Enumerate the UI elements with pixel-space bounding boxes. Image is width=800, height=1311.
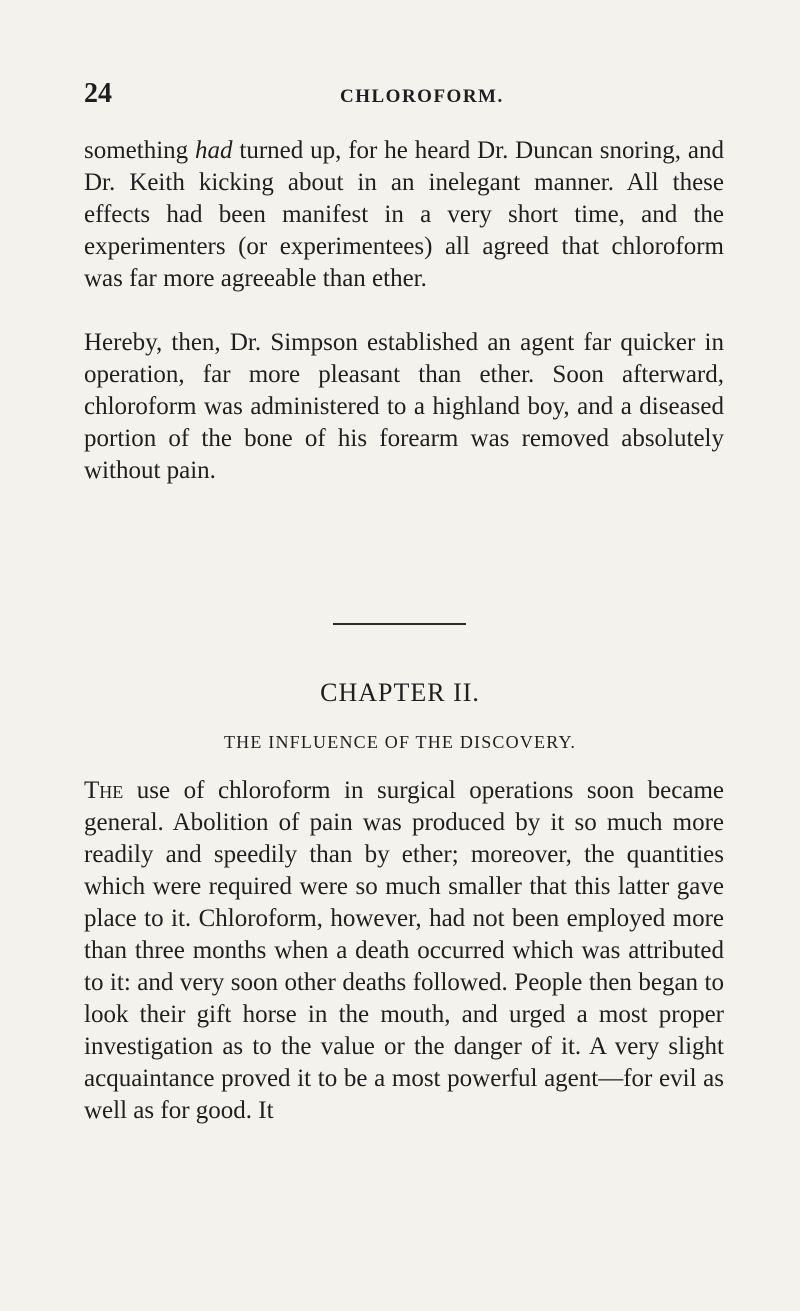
section-divider-rule [333, 623, 466, 625]
page-number: 24 [84, 78, 112, 109]
paragraph-1 [84, 135, 724, 295]
paragraph-1-italic-word: had [195, 137, 233, 164]
paragraph-1-start: something [84, 137, 196, 164]
running-head: CHLOROFORM. [340, 86, 504, 107]
chapter-title: CHAPTER II. [320, 678, 480, 707]
paragraph-1-rest: turned up, for he heard Dr. Duncan snoring, and Dr. Keith kicking about in an inelegant manner. All these effects had been manifest in a very short time, and the experimenters (or experimentees) all agreed that chloroform was far more agreeable than ether. [84, 137, 724, 292]
paragraph-2-text: Hereby, then, Dr. Simpson established an agent far quicker in operation, far more pleasant than ether. Soon afterward, chloroform was administered to a highland boy, and a diseased portion of the bone of his forearm was removed absolutely without pain. [84, 329, 724, 484]
chapter-subtitle: THE INFLUENCE OF THE DISCOVERY. [223, 732, 577, 752]
paragraph-3-lead-word: The [84, 777, 124, 804]
page-header [84, 78, 704, 112]
paragraph-3-text: use of chloroform in surgical operations soon became general. Abolition of pain was produced by it so much more readily and speedily than by ether; moreover, the quantities which were required were so much smaller that this latter gave place to it. Chloroform, however, had not been employed more than three months when a death occurred which was attributed to it: and very soon other deaths followed. People then began to look their gift horse in the mouth, and urged a most proper investigation as to the value or the danger of it. A very slight acquaintance proved it to be a most powerful agent—for evil as well as for good. It [84, 777, 724, 1124]
paragraph-3 [84, 775, 724, 1127]
paragraph-2 [84, 327, 724, 487]
